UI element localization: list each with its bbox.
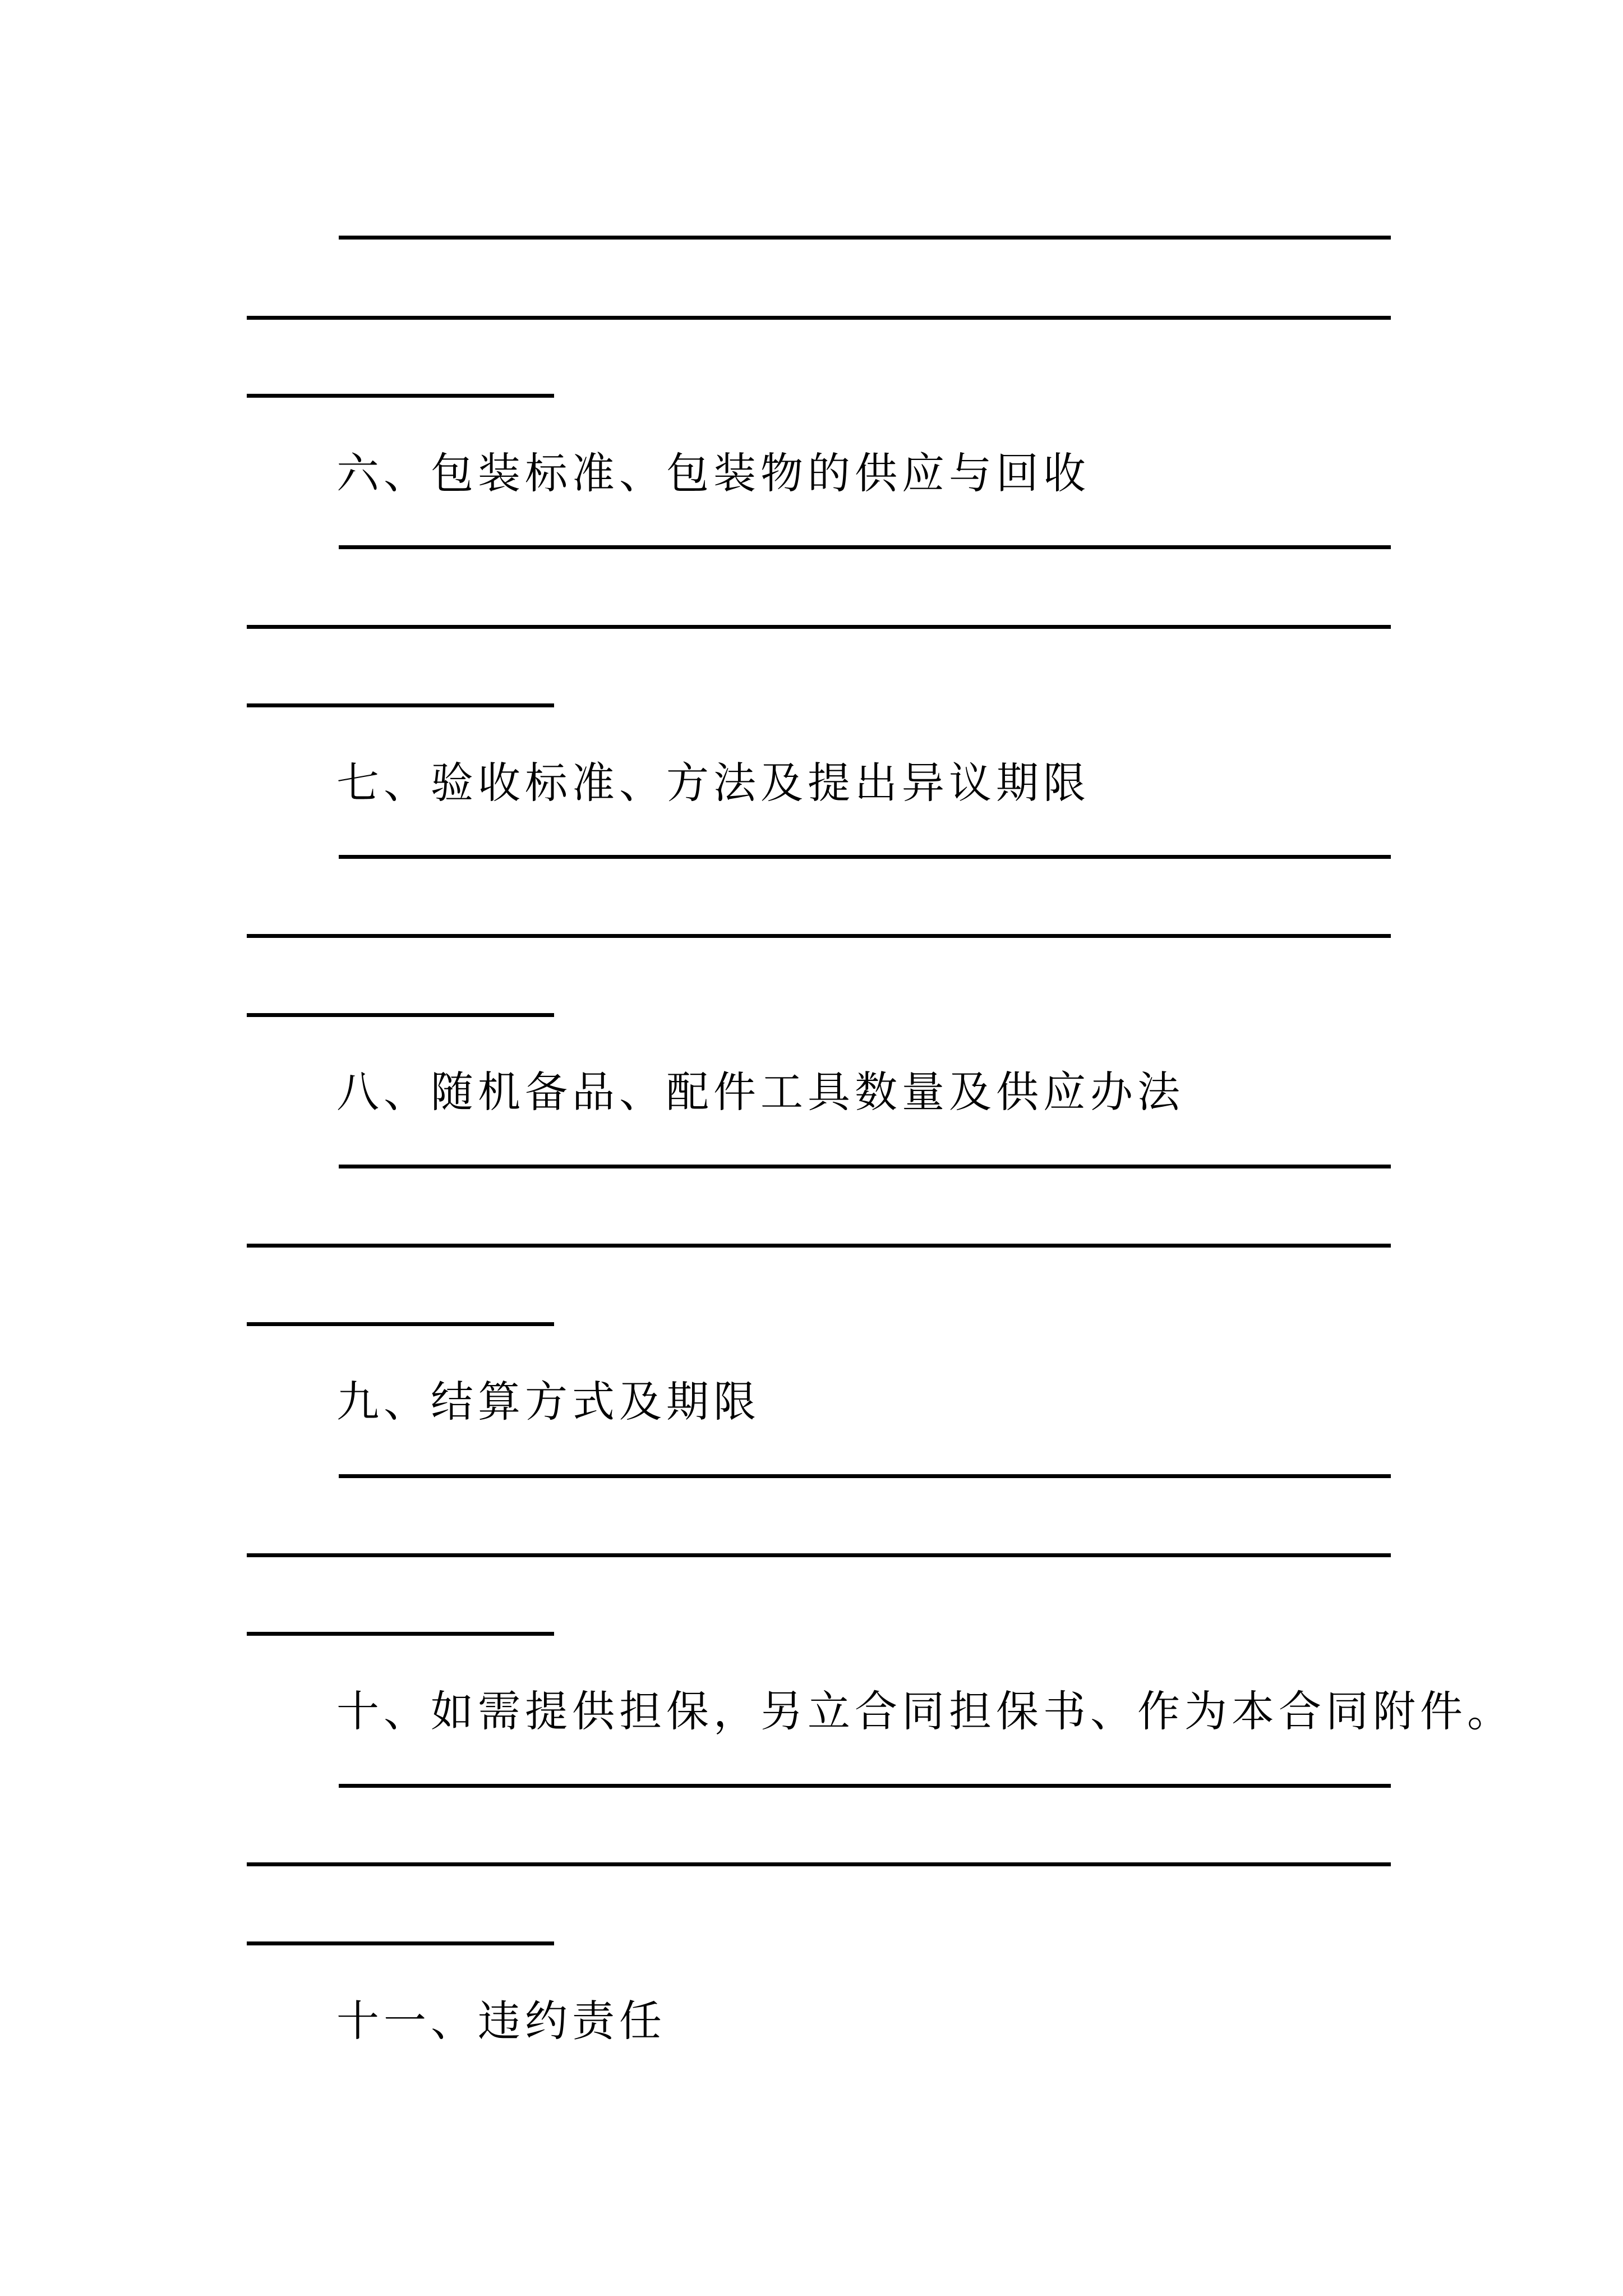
fill-in-line xyxy=(339,545,1391,549)
clause-heading-9: 九、结算方式及期限 xyxy=(336,1377,760,1427)
fill-in-line xyxy=(247,703,554,707)
fill-in-line xyxy=(247,1553,1391,1557)
fill-in-line xyxy=(247,316,1391,320)
fill-in-line xyxy=(247,1862,1391,1866)
fill-in-line xyxy=(247,934,1391,938)
clause-heading-7: 七、验收标准、方法及提出异议期限 xyxy=(336,758,1090,808)
clause-heading-6: 六、包装标准、包装物的供应与回收 xyxy=(336,448,1090,498)
fill-in-line xyxy=(339,236,1391,240)
fill-in-line xyxy=(339,1474,1391,1478)
fill-in-line xyxy=(339,855,1391,859)
fill-in-line xyxy=(247,1322,554,1326)
fill-in-line xyxy=(247,1941,554,1945)
fill-in-line xyxy=(247,394,554,398)
fill-in-line xyxy=(247,1013,554,1017)
fill-in-line xyxy=(247,1632,554,1636)
fill-in-line xyxy=(339,1784,1391,1788)
fill-in-line xyxy=(339,1165,1391,1168)
fill-in-line xyxy=(247,1244,1391,1248)
clause-heading-8: 八、随机备品、配件工具数量及供应办法 xyxy=(336,1067,1184,1117)
fill-in-line xyxy=(247,625,1391,629)
clause-heading-10: 十、如需提供担保，另立合同担保书、作为本合同附件。 xyxy=(336,1686,1514,1736)
clause-heading-11: 十一、违约责任 xyxy=(336,1996,666,2046)
